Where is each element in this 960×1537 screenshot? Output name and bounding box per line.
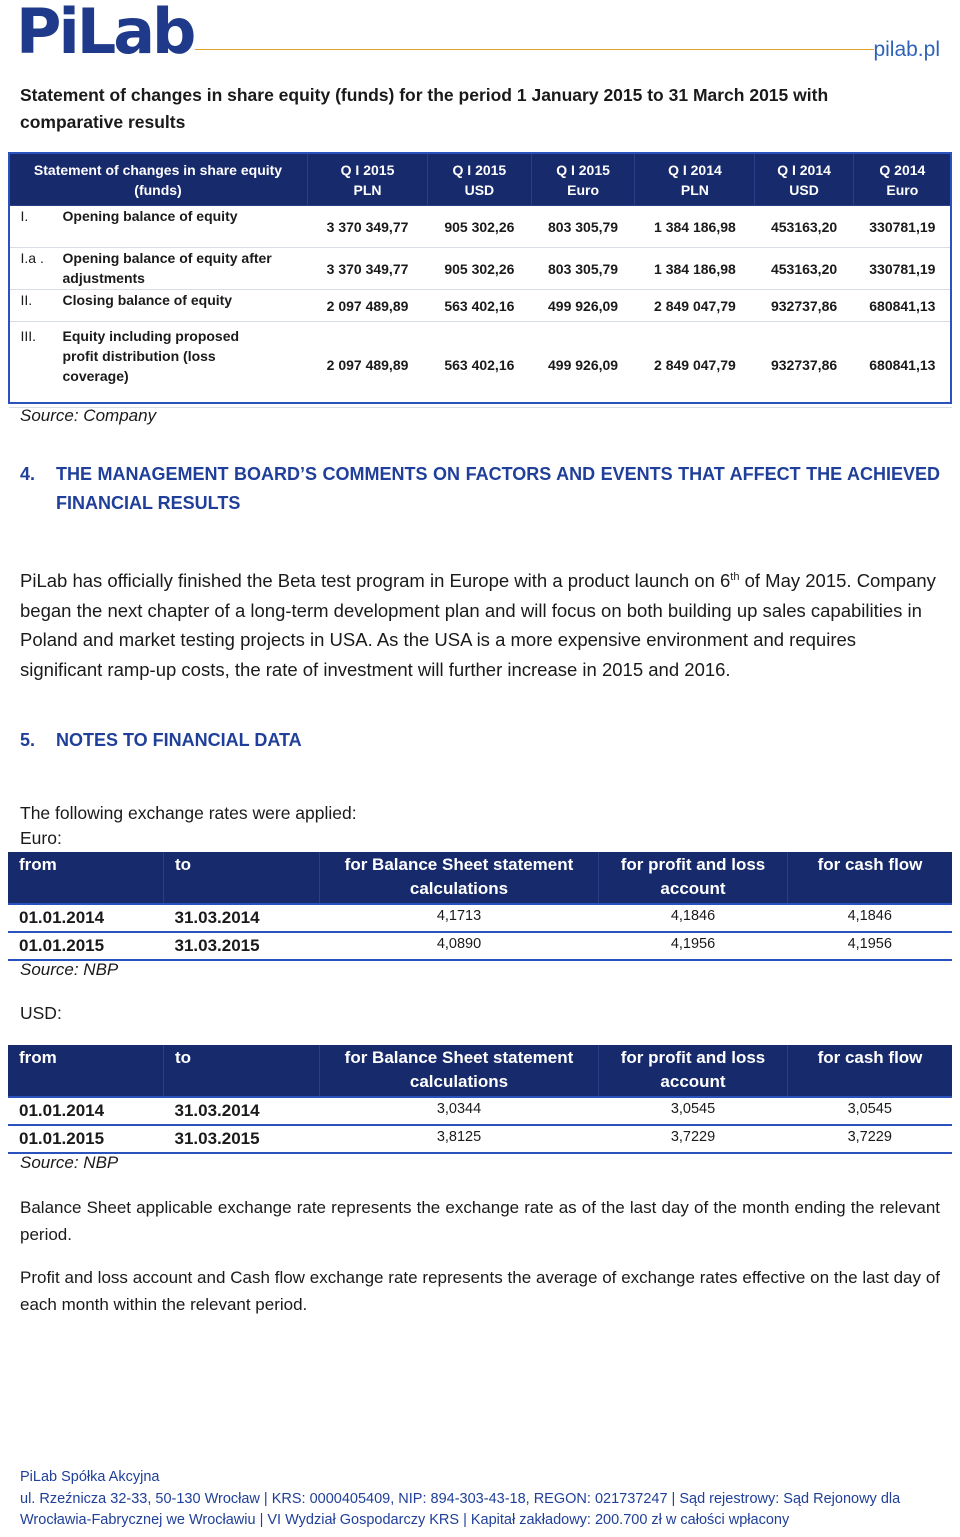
row-label: Equity including proposed profit distribution (loss coverage) (61, 322, 308, 408)
cell-value: 563 402,16 (428, 290, 532, 322)
cell-from: 01.01.2015 (8, 932, 164, 960)
cell-profit-loss: 3,0545 (599, 1097, 788, 1125)
table-row (8, 932, 952, 960)
cell-profit-loss: 3,7229 (599, 1125, 788, 1153)
cell-profit-loss: 4,1956 (599, 932, 788, 960)
cell-value: 3 370 349,77 (308, 206, 428, 248)
management-comments (20, 563, 940, 684)
row-label: Opening balance of equity after adjustments (61, 248, 308, 290)
cell-value: 2 849 047,79 (635, 290, 755, 322)
cell-value: 680841,13 (853, 290, 951, 322)
cell-cash-flow: 3,7229 (788, 1125, 953, 1153)
table-row (8, 1097, 952, 1125)
col-line2: USD (464, 182, 495, 198)
cell-value: 2 097 489,89 (308, 322, 428, 408)
equity-header-label-text: Statement of changes in share equity (funds) (33, 162, 283, 198)
cell-value: 1 384 186,98 (635, 206, 755, 248)
col-cash-flow: for cash flow (788, 852, 953, 904)
comments-text-a: PiLab has officially finished the Beta test program in Europe with a product launch on 6 (20, 570, 731, 592)
col-balance-sheet: for Balance Sheet statement calculations (320, 852, 599, 904)
cell-value: 1 384 186,98 (635, 248, 755, 290)
cell-cash-flow: 4,1956 (788, 932, 953, 960)
cell-value: 499 926,09 (531, 322, 635, 408)
col-line2: USD (789, 182, 819, 198)
header-rule (195, 49, 874, 50)
cell-from: 01.01.2014 (8, 904, 164, 932)
cell-from: 01.01.2014 (8, 1097, 164, 1125)
table-row (8, 904, 952, 932)
col-q-2014-euro (853, 153, 951, 206)
col-line1: Q 2014 (879, 162, 926, 178)
col-line1: Q I 2014 (668, 162, 722, 178)
row-number: II. (9, 290, 61, 322)
cell-value: 453163,20 (755, 248, 853, 290)
col-to: to (164, 852, 320, 904)
col-line1: Q I 2015 (452, 162, 507, 178)
cell-value: 453163,20 (755, 206, 853, 248)
rates-intro: The following exchange rates were applied: (20, 803, 357, 823)
equity-source: Source: Company (20, 406, 157, 425)
cell-value: 2 849 047,79 (635, 322, 755, 408)
section-5-heading (20, 726, 940, 755)
col-from: from (8, 1045, 164, 1097)
cell-value: 905 302,26 (428, 248, 532, 290)
rates-header-row (8, 1045, 952, 1097)
logo-text: PiLab (16, 0, 194, 68)
row-number: I.a . (9, 248, 61, 290)
col-to: to (164, 1045, 320, 1097)
section-4-heading (20, 460, 940, 518)
cell-value: 932737,86 (755, 322, 853, 408)
cell-to: 31.03.2014 (164, 904, 320, 932)
section-title: NOTES TO FINANCIAL DATA (56, 730, 302, 750)
col-balance-sheet: for Balance Sheet statement calculations (320, 1045, 599, 1097)
cell-cash-flow: 3,0545 (788, 1097, 953, 1125)
comments-superscript: th (730, 571, 740, 583)
col-q1-2014-usd (755, 153, 853, 206)
col-profit-loss: for profit and loss account (599, 852, 788, 904)
table-row (9, 206, 952, 248)
col-q1-2014-pln (635, 153, 755, 206)
cell-value: 905 302,26 (428, 206, 532, 248)
col-cash-flow: for cash flow (788, 1045, 953, 1097)
cell-balance-sheet: 4,1713 (320, 904, 599, 932)
col-line1: Q I 2014 (777, 162, 831, 178)
page-title: Statement of changes in share equity (funds) for the period 1 January 2015 to 31 March 2015 with comparative results (20, 85, 829, 132)
footer-company: PiLab Spółka Akcyjna (20, 1469, 160, 1485)
col-line2: Euro (886, 182, 919, 198)
cell-balance-sheet: 4,0890 (320, 932, 599, 960)
cell-balance-sheet: 3,0344 (320, 1097, 599, 1125)
col-line1: Q I 2015 (340, 162, 395, 178)
section-number: 4. (20, 464, 36, 484)
pilab-logo (16, 0, 194, 68)
equity-header-row (9, 153, 952, 206)
cell-cash-flow: 4,1846 (788, 904, 953, 932)
cell-value: 3 370 349,77 (308, 248, 428, 290)
cell-value: 2 097 489,89 (308, 290, 428, 322)
cell-profit-loss: 4,1846 (599, 904, 788, 932)
col-line1: Q I 2015 (556, 162, 610, 178)
section-number: 5. (20, 730, 36, 750)
table-row (9, 322, 952, 408)
row-label: Closing balance of equity (61, 290, 308, 322)
col-q1-2015-usd (428, 153, 532, 206)
col-line2: PLN (680, 182, 709, 198)
cell-value: 499 926,09 (531, 290, 635, 322)
euro-rates-table (8, 852, 952, 961)
usd-source: Source: NBP (20, 1153, 119, 1172)
table-row (9, 290, 952, 322)
usd-rates-table (8, 1045, 952, 1154)
table-row (8, 1125, 952, 1153)
col-line2: PLN (353, 182, 382, 198)
row-number: III. (9, 322, 61, 408)
col-q1-2015-euro (531, 153, 635, 206)
cell-value: 330781,19 (853, 248, 951, 290)
cell-value: 803 305,79 (531, 248, 635, 290)
row-label: Opening balance of equity (61, 206, 308, 248)
cell-from: 01.01.2015 (8, 1125, 164, 1153)
equity-header-label (9, 153, 308, 206)
cell-balance-sheet: 3,8125 (320, 1125, 599, 1153)
footer-address: ul. Rzeźnicza 32-33, 50-130 Wrocław | KRS: 0000405409, NIP: 894-303-43-18, REGON: 021737247 | Sąd rejestrowy: Sąd Rejonowy dla (20, 1491, 901, 1507)
cell-value: 680841,13 (853, 322, 951, 408)
cell-value: 932737,86 (755, 290, 853, 322)
profit-loss-note: Profit and loss account and Cash flow exchange rate represents the average of exchange rates effective on the last day of each month within the relevant period. (20, 1268, 940, 1314)
cell-value: 803 305,79 (531, 206, 635, 248)
cell-to: 31.03.2015 (164, 932, 320, 960)
cell-to: 31.03.2015 (164, 1125, 320, 1153)
comments-text-b: of May 2015. Company began the next chapter of a long-term development plan and will focus on both building up sales capabilities in Poland and market testing projects in USA. As the USA is a more expensive environment and requires significant ramp-up costs, the rate of investment will further increase in 2015 and 2016. (20, 570, 936, 680)
row-number: I. (9, 206, 61, 248)
col-profit-loss: for profit and loss account (599, 1045, 788, 1097)
equity-table (8, 152, 952, 408)
euro-label: Euro: (20, 828, 62, 848)
col-q1-2015-pln (308, 153, 428, 206)
usd-label: USD: (20, 1003, 62, 1023)
cell-value: 563 402,16 (428, 322, 532, 408)
section-title: THE MANAGEMENT BOARD’S COMMENTS ON FACTORS AND EVENTS THAT AFFECT THE ACHIEVED FINANCIAL RESULTS (56, 464, 940, 513)
site-url: pilab.pl (873, 38, 940, 61)
balance-sheet-note: Balance Sheet applicable exchange rate represents the exchange rate as of the last day of the month ending the relevant period. (20, 1198, 940, 1244)
col-line2: Euro (567, 182, 599, 198)
col-from: from (8, 852, 164, 904)
cell-value: 330781,19 (853, 206, 951, 248)
rates-header-row (8, 852, 952, 904)
footer-registry: Wrocławia-Fabrycznej we Wrocławiu | VI Wydział Gospodarczy KRS | Kapitał zakładowy: 200.700 zł w całości wpłacony (20, 1512, 790, 1528)
euro-source: Source: NBP (20, 960, 119, 979)
cell-to: 31.03.2014 (164, 1097, 320, 1125)
table-row (9, 248, 952, 290)
